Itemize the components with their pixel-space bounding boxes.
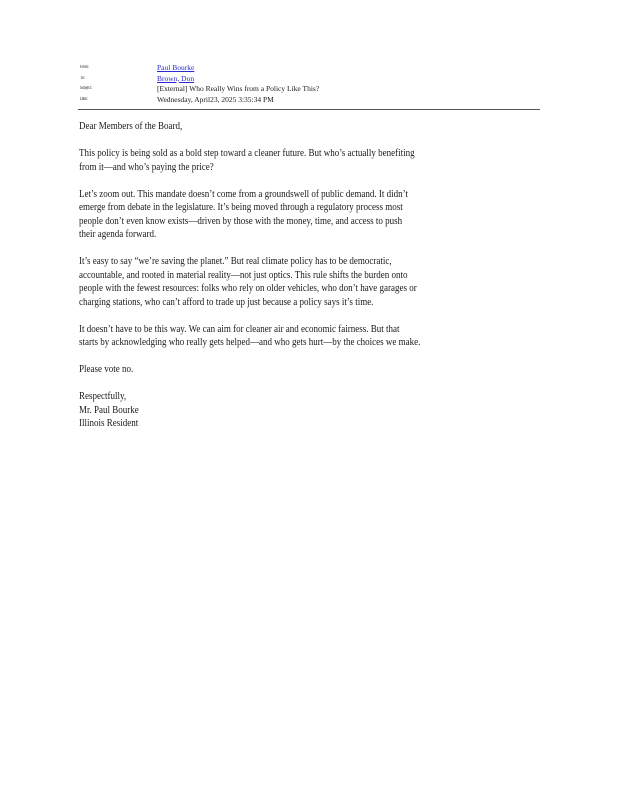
paragraph-line: people don’t even know exists—driven by those with the money, time, and access to push	[79, 215, 403, 227]
subject-value: [External] Who Really Wins from a Policy Like This?	[157, 84, 320, 93]
email-header	[80, 63, 540, 105]
to-label: To:	[80, 75, 85, 81]
signature-block	[79, 390, 489, 431]
paragraph-1	[79, 147, 489, 174]
greeting: Dear Members of the Board,	[79, 121, 183, 132]
paragraph-4	[79, 323, 489, 350]
paragraph-line: starts by acknowledging who really gets helped—and who gets hurt—by the choices we make.	[79, 337, 421, 348]
paragraph-line: emerge from debate in the legislature. It’s being moved through a regulatory process most	[79, 202, 403, 213]
date-label: Date:	[80, 96, 88, 102]
paragraph-line: their agenda forward.	[79, 229, 157, 240]
paragraph-2	[79, 188, 489, 242]
email-body	[79, 120, 489, 431]
paragraph-line: charging stations, who can’t afford to trade up just because a policy says it’s time.	[79, 296, 374, 308]
paragraph-line: accountable, and rooted in material reality—not just optics. This rule shifts the burden onto	[79, 269, 408, 281]
header-row-date	[80, 95, 540, 106]
from-link[interactable]: Paul Bourke	[157, 63, 195, 72]
paragraph-line: It’s easy to say “we’re saving the planet.” But real climate policy has to be democratic,	[79, 256, 392, 267]
closing: Respectfully,	[79, 391, 127, 402]
paragraph-line: from it—and who’s paying the price?	[79, 161, 214, 173]
paragraph-line: This policy is being sold as a bold step toward a cleaner future. But who’s actually benefiting	[79, 148, 415, 159]
paragraph-line: It doesn’t have to be this way. We can aim for cleaner air and economic fairness. But that	[79, 323, 400, 335]
paragraph-3	[79, 255, 489, 309]
paragraph-5: Please vote no.	[79, 364, 134, 375]
signature-location: Illinois Resident	[79, 418, 139, 429]
header-row-subject	[80, 84, 540, 95]
header-row-from	[80, 63, 540, 74]
date-value: Wednesday, April23, 2025 3:35:34 PM	[157, 94, 274, 104]
paragraph-line: people with the fewest resources: folks who rely on older vehicles, who don’t have garages or	[79, 283, 417, 294]
from-label: From:	[80, 65, 89, 70]
to-link[interactable]: Brown, Don	[157, 73, 195, 83]
header-row-to	[80, 74, 540, 85]
header-divider	[78, 109, 540, 110]
subject-label: Subject:	[80, 86, 92, 91]
paragraph-line: Let’s zoom out. This mandate doesn’t come from a groundswell of public demand. It didn’t	[79, 188, 408, 200]
signature-name: Mr. Paul Bourke	[79, 404, 139, 416]
